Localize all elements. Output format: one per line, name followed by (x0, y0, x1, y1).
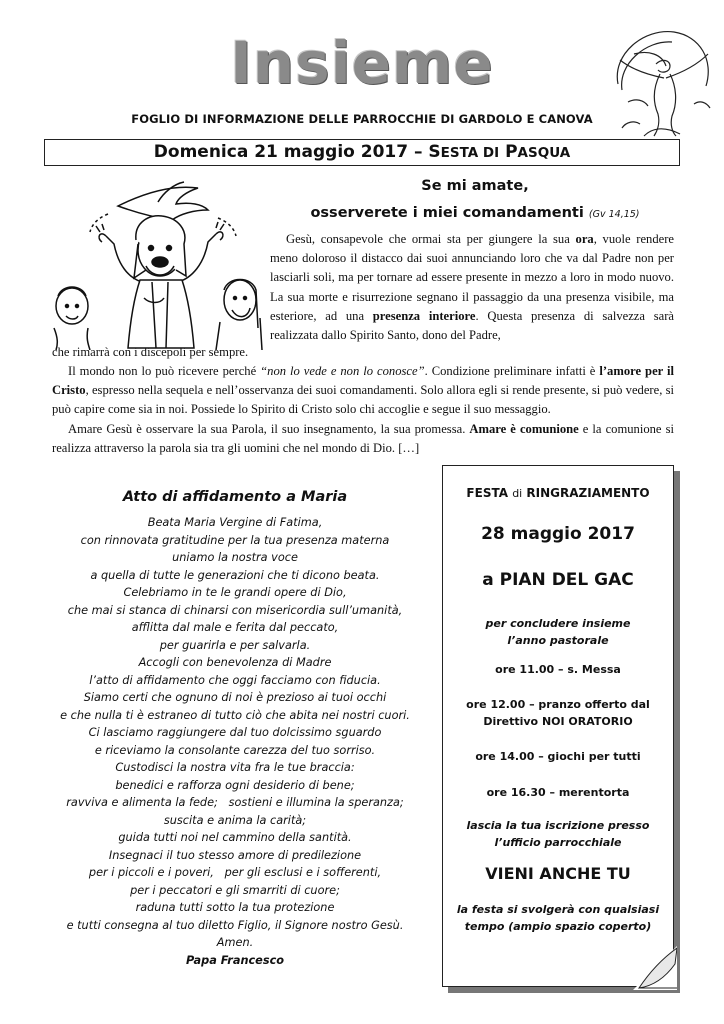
prayer-line: afflitta dal male e ferita dal peccato, (131, 621, 339, 634)
schedule-item: ore 11.00 – s. Messa (495, 663, 621, 676)
jesus-with-dove-illustration (48, 178, 264, 350)
event-date: 28 maggio 2017 (481, 524, 635, 544)
prayer-section (44, 486, 426, 969)
page-curl-icon (633, 946, 677, 990)
prayer-line: Celebriamo in te le grandi opere di Dio, (123, 586, 347, 599)
prayer-line: Insegnaci il tuo stesso amore di predilezione (108, 848, 362, 862)
prayer-title: Atto di affidamento a Maria (122, 489, 348, 505)
event-place: a PIAN DEL GAC (482, 570, 634, 590)
gospel-paragraph-2: Il mondo non lo può ricevere perché “non lo vede e non lo conosce”. Condizione preliminare infatti è l’amore per il Cristo, espresso nella sequela e nell’osservanza dei suoi comandamenti. Solo allora egli si rende presente, si può vedere, si può capire come sia in noi. Possiede lo Spirito di Cristo solo chi accoglie e segue il suo messaggio. (52, 364, 674, 417)
registration-info: lascia la tua iscrizione presso l’ufficio parrocchiale (466, 819, 650, 849)
schedule-item: ore 16.30 – merentorta (486, 786, 630, 799)
event-notice (442, 465, 682, 997)
prayer-line: che mai si stanca di chinarsi con misericordia sull’umanità, (67, 603, 403, 617)
prayer-author: Papa Francesco (185, 953, 285, 967)
prayer-line: con rinnovata gratitudine per la tua presenza materna (80, 533, 390, 547)
date-header (44, 139, 680, 166)
prayer-line: a quella di tutte le generazioni che ti dicono beata. (90, 568, 380, 582)
prayer-line: Ci lasciamo raggiungere dal tuo dolcissimo sguardo (88, 726, 382, 739)
risen-christ-logo-icon (604, 24, 716, 142)
newsletter-title: Insieme (230, 29, 494, 97)
gospel-title-line1: Se mi amate, (421, 178, 529, 194)
prayer-line: Custodisci la nostra vita fra le tue braccia: (115, 761, 355, 774)
date-dash: – (414, 142, 423, 162)
prayer-line: suscita e anima la carità; (163, 813, 307, 827)
prayer-line: raduna tutti sotto la tua protezione (135, 901, 335, 914)
event-call-to-action: VIENI ANCHE TU (485, 864, 631, 883)
gospel-paragraph-1-end: che rimarrà con i discepoli per sempre. (52, 345, 249, 359)
schedule-item: ore 12.00 – pranzo offerto dal Direttivo NOI ORATORIO (466, 698, 650, 728)
prayer-line: Siamo certi che ognuno di noi è prezioso ai tuoi occhi (83, 691, 387, 704)
gospel-paragraph-1: Gesù, consapevole che ormai sta per giungere la sua ora, vuole rendere meno doloroso il distacco dai suoi annunciando loro che va dal Padre non per lasciarli soli, ma per tornare ad essere presente in mezzo a loro in modo nuovo. La sua morte e risurrezione segnano il passaggio da una presenza visibile, ma esteriore, ad una presenza interiore. Questa presenza di salvezza sarà realizzata dallo Spirito Santo, dono del Padre, (270, 232, 674, 343)
prayer-line: per guarirla e per salvarla. (159, 638, 311, 652)
notice-paper (442, 465, 674, 987)
prayer-line: l’atto di affidamento che oggi facciamo con fiducia. (89, 673, 381, 687)
sunday-date: Domenica 21 maggio 2017 (153, 142, 409, 162)
event-weather-note: la festa si svolgerà con qualsiasi tempo (ampio spazio coperto) (456, 903, 660, 933)
prayer-line: Beata Maria Vergine di Fatima, (147, 516, 323, 529)
prayer-line: e riceviamo la consolante carezza del tuo sorriso. (94, 743, 376, 757)
prayer-line: per i piccoli e i poveri, per gli esclusi e i sofferenti, (88, 866, 382, 879)
gospel-reference: (Gv 14,15) (588, 209, 640, 220)
prayer-line: e tutti consegna al tuo diletto Figlio, il Signore nostro Gesù. (66, 918, 404, 932)
prayer-line: e che nulla ti è estraneo di tutto ciò che abita nei nostri cuori. (60, 708, 410, 722)
event-purpose: per concludere insieme l’anno pastorale (485, 617, 631, 647)
prayer-line: benedici e rafforza ogni desiderio di bene; (115, 778, 355, 792)
prayer-line: guida tutti noi nel cammino della santità. (118, 831, 352, 844)
prayer-line: Accogli con benevolenza di Madre (138, 656, 332, 669)
liturgical-day: SESTA DI PASQUA (428, 142, 571, 162)
event-heading: FESTA di RINGRAZIAMENTO (466, 486, 650, 500)
prayer-line: per i peccatori e gli smarriti di cuore; (130, 883, 340, 897)
prayer-line: ravviva e alimenta la fede; sostieni e illumina la speranza; (66, 796, 404, 809)
newsletter-subtitle: FOGLIO DI INFORMAZIONE DELLE PARROCCHIE DI GARDOLO E CANOVA (131, 112, 593, 126)
prayer-line: uniamo la nostra voce (172, 551, 298, 564)
gospel-title-line2: osserverete i miei comandamenti (Gv 14,15) (310, 205, 640, 221)
prayer-text (44, 514, 426, 952)
gospel-paragraph-3: Amare Gesù è osservare la sua Parola, il suo insegnamento, la sua promessa. Amare è comunione e la comunione si realizza attraverso la parola sia tra gli uomini che nel mondo di Dio. […] (52, 422, 674, 456)
schedule-item: ore 14.00 – giochi per tutti (475, 750, 641, 763)
prayer-line: Amen. (216, 936, 254, 949)
